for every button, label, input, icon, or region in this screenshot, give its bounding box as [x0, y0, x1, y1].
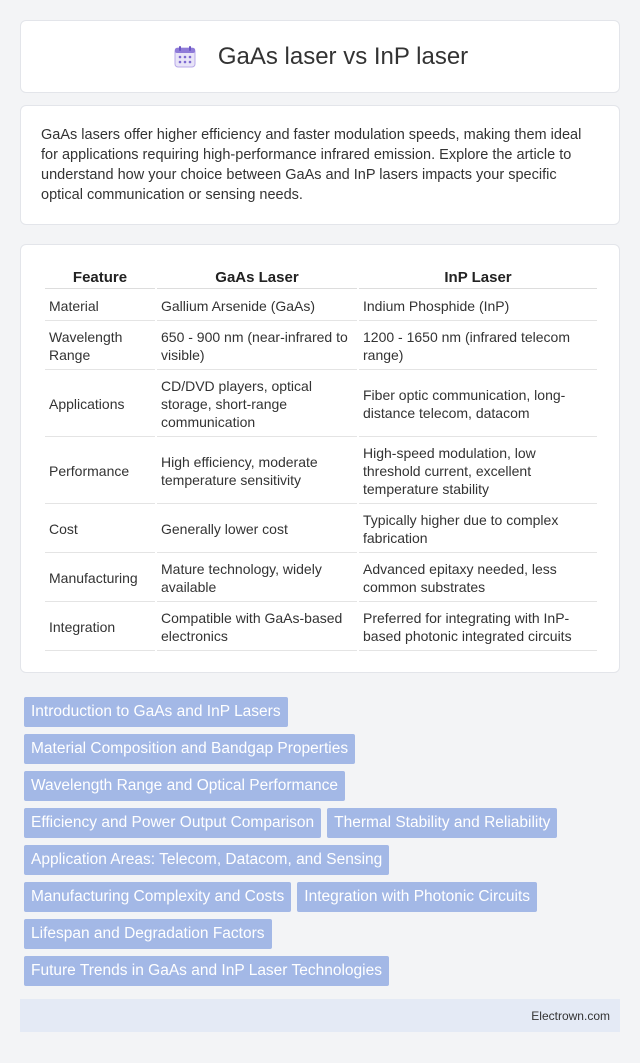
table-cell: Typically higher due to complex fabrication [359, 506, 597, 553]
title-card [20, 20, 620, 93]
tag-link[interactable]: Integration with Photonic Circuits [297, 882, 537, 912]
table-cell: Compatible with GaAs-based electronics [157, 604, 357, 651]
tag-link[interactable]: Application Areas: Telecom, Datacom, and Sensing [24, 845, 389, 875]
table-cell: Generally lower cost [157, 506, 357, 553]
table-cell: CD/DVD players, optical storage, short-range communication [157, 372, 357, 437]
tag-link[interactable]: Future Trends in GaAs and InP Laser Technologies [24, 956, 389, 986]
table-row [45, 604, 597, 651]
footer [20, 999, 620, 1032]
table-cell: Cost [45, 506, 155, 553]
table-header-row [45, 267, 597, 289]
tag-link[interactable]: Efficiency and Power Output Comparison [24, 808, 321, 838]
table-cell: Integration [45, 604, 155, 651]
calendar-grid-icon [172, 44, 198, 70]
header-feature: Feature [45, 267, 155, 289]
tag-link[interactable]: Lifespan and Degradation Factors [24, 919, 272, 949]
table-cell: Mature technology, widely available [157, 555, 357, 602]
tag-link[interactable]: Manufacturing Complexity and Costs [24, 882, 291, 912]
table-cell: 1200 - 1650 nm (infrared telecom range) [359, 323, 597, 370]
table-cell: High efficiency, moderate temperature sensitivity [157, 439, 357, 504]
comparison-table [43, 265, 599, 653]
table-cell: Preferred for integrating with InP-based photonic integrated circuits [359, 604, 597, 651]
table-cell: Advanced epitaxy needed, less common substrates [359, 555, 597, 602]
table-cell: Applications [45, 372, 155, 437]
table-cell: Gallium Arsenide (GaAs) [157, 291, 357, 321]
tag-link[interactable]: Material Composition and Bandgap Properties [24, 734, 355, 764]
tag-link[interactable]: Introduction to GaAs and InP Lasers [24, 697, 288, 727]
tag-link[interactable]: Wavelength Range and Optical Performance [24, 771, 345, 801]
page-title: GaAs laser vs InP laser [217, 42, 469, 70]
comparison-card [20, 244, 620, 673]
table-cell: Manufacturing [45, 555, 155, 602]
table-row [45, 439, 597, 504]
header-gaas: GaAs Laser [157, 267, 357, 289]
footer-site-name: Electrown.com [531, 1009, 610, 1023]
table-row [45, 506, 597, 553]
intro-card [20, 105, 620, 225]
header-inp: InP Laser [359, 267, 597, 289]
table-cell: Wavelength Range [45, 323, 155, 370]
table-row [45, 291, 597, 321]
tag-link[interactable]: Thermal Stability and Reliability [327, 808, 557, 838]
table-cell: High-speed modulation, low threshold current, excellent temperature stability [359, 439, 597, 504]
table-cell: Indium Phosphide (InP) [359, 291, 597, 321]
table-cell: 650 - 900 nm (near-infrared to visible) [157, 323, 357, 370]
table-row [45, 555, 597, 602]
table-cell: Fiber optic communication, long-distance telecom, datacom [359, 372, 597, 437]
table-row [45, 323, 597, 370]
table-row [45, 372, 597, 437]
table-cell: Performance [45, 439, 155, 504]
intro-text: GaAs lasers offer higher efficiency and faster modulation speeds, making them ideal for applications requiring high-performance infrared emission. Explore the article to understand how your choice between GaAs and InP lasers impacts your specific optical communication or sensing needs. [41, 127, 582, 203]
table-cell: Material [45, 291, 155, 321]
topic-tags [24, 697, 614, 993]
